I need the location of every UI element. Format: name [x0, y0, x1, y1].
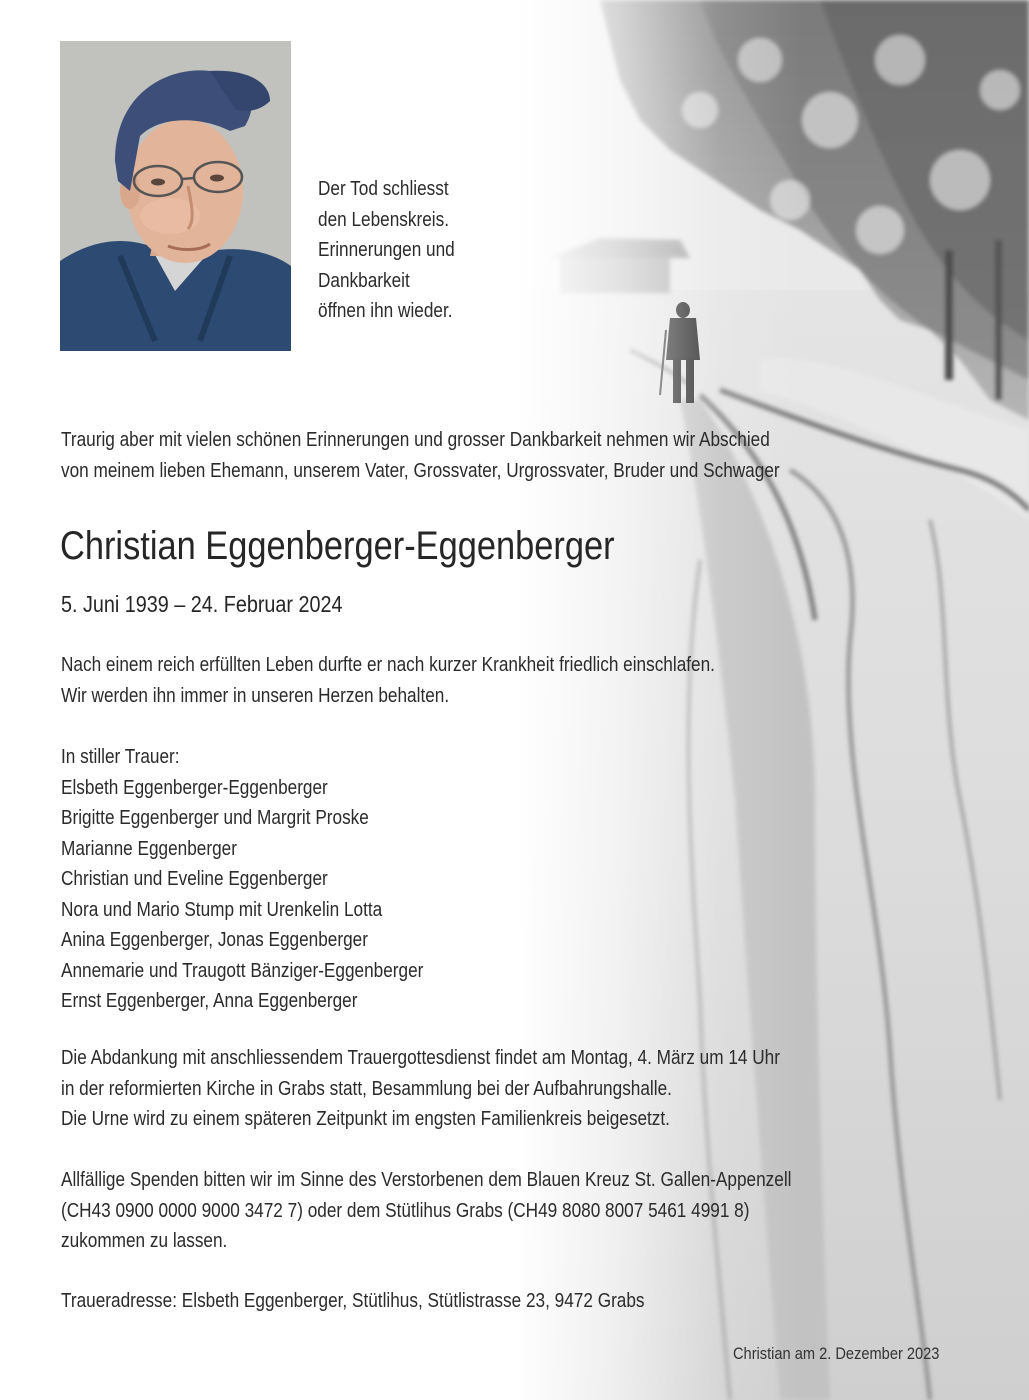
donation-line: (CH43 0900 0000 9000 3472 7) oder dem Stütlihus Grabs (CH49 8080 8007 5461 4991 8) — [61, 1199, 750, 1222]
quote-line: Dankbarkeit — [318, 269, 410, 292]
quote-line: den Lebenskreis. — [318, 208, 450, 231]
deceased-name: Christian Eggenberger-Eggenberger — [60, 524, 615, 568]
mourning-address — [61, 1286, 740, 1317]
mourner-entry: Marianne Eggenberger — [61, 837, 237, 860]
donation-line: zukommen zu lassen. — [61, 1230, 228, 1252]
quote-line: Erinnerungen und — [318, 239, 455, 262]
mourner-entry: Elsbeth Eggenberger-Eggenberger — [61, 776, 328, 799]
quote-line: Der Tod schliesst — [318, 178, 449, 200]
quote-line: öffnen ihn wieder. — [318, 300, 453, 323]
funeral-line: in der reformierten Kirche in Grabs statt, Besammlung bei der Aufbahrungshalle. — [61, 1077, 672, 1100]
donation-line: Allfällige Spenden bitten wir im Sinne des Verstorbenen dem Blauen Kreuz St. Gallen-Appenzell — [61, 1169, 792, 1191]
funeral-info — [61, 1043, 897, 1135]
funeral-line: Die Abdankung mit anschliessendem Trauergottesdienst findet am Montag, 4. März um 14 Uhr — [61, 1047, 780, 1069]
portrait-photo — [60, 41, 291, 351]
message-line: Wir werden ihn immer in unseren Herzen behalten. — [61, 684, 450, 707]
mourner-entry: Ernst Eggenberger, Anna Eggenberger — [61, 990, 358, 1012]
message-line: Nach einem reich erfüllten Leben durfte er nach kurzer Krankheit friedlich einschlafen. — [61, 654, 715, 676]
mourners-heading: In stiller Trauer: — [61, 746, 180, 768]
message-paragraph — [61, 650, 821, 711]
mourner-entry: Annemarie und Traugott Bänziger-Eggenberger — [61, 959, 424, 982]
mourner-entry: Brigitte Eggenberger und Margrit Proske — [61, 807, 369, 829]
life-dates: 5. Juni 1939 – 24. Februar 2024 — [61, 591, 343, 617]
intro-paragraph — [61, 425, 897, 486]
intro-line: Traurig aber mit vielen schönen Erinnerungen und grosser Dankbarkeit nehmen wir Abschied — [61, 429, 770, 451]
mourner-entry: Christian und Eveline Eggenberger — [61, 868, 328, 890]
mourners-list — [61, 742, 482, 1017]
mourner-entry: Anina Eggenberger, Jonas Eggenberger — [61, 929, 368, 951]
quote-text — [318, 174, 507, 327]
funeral-line: Die Urne wird zu einem späteren Zeitpunkt im engsten Familienkreis beigesetzt. — [61, 1108, 670, 1130]
donation-info — [61, 1165, 910, 1257]
photo-caption: Christian am 2. Dezember 2023 — [733, 1344, 940, 1363]
intro-line: von meinem lieben Ehemann, unserem Vater, Grossvater, Urgrossvater, Bruder und Schwager — [61, 459, 780, 482]
mourner-entry: Nora und Mario Stump mit Urenkelin Lotta — [61, 898, 383, 921]
address-line: Traueradresse: Elsbeth Eggenberger, Stütlihus, Stütlistrasse 23, 9472 Grabs — [61, 1290, 645, 1312]
